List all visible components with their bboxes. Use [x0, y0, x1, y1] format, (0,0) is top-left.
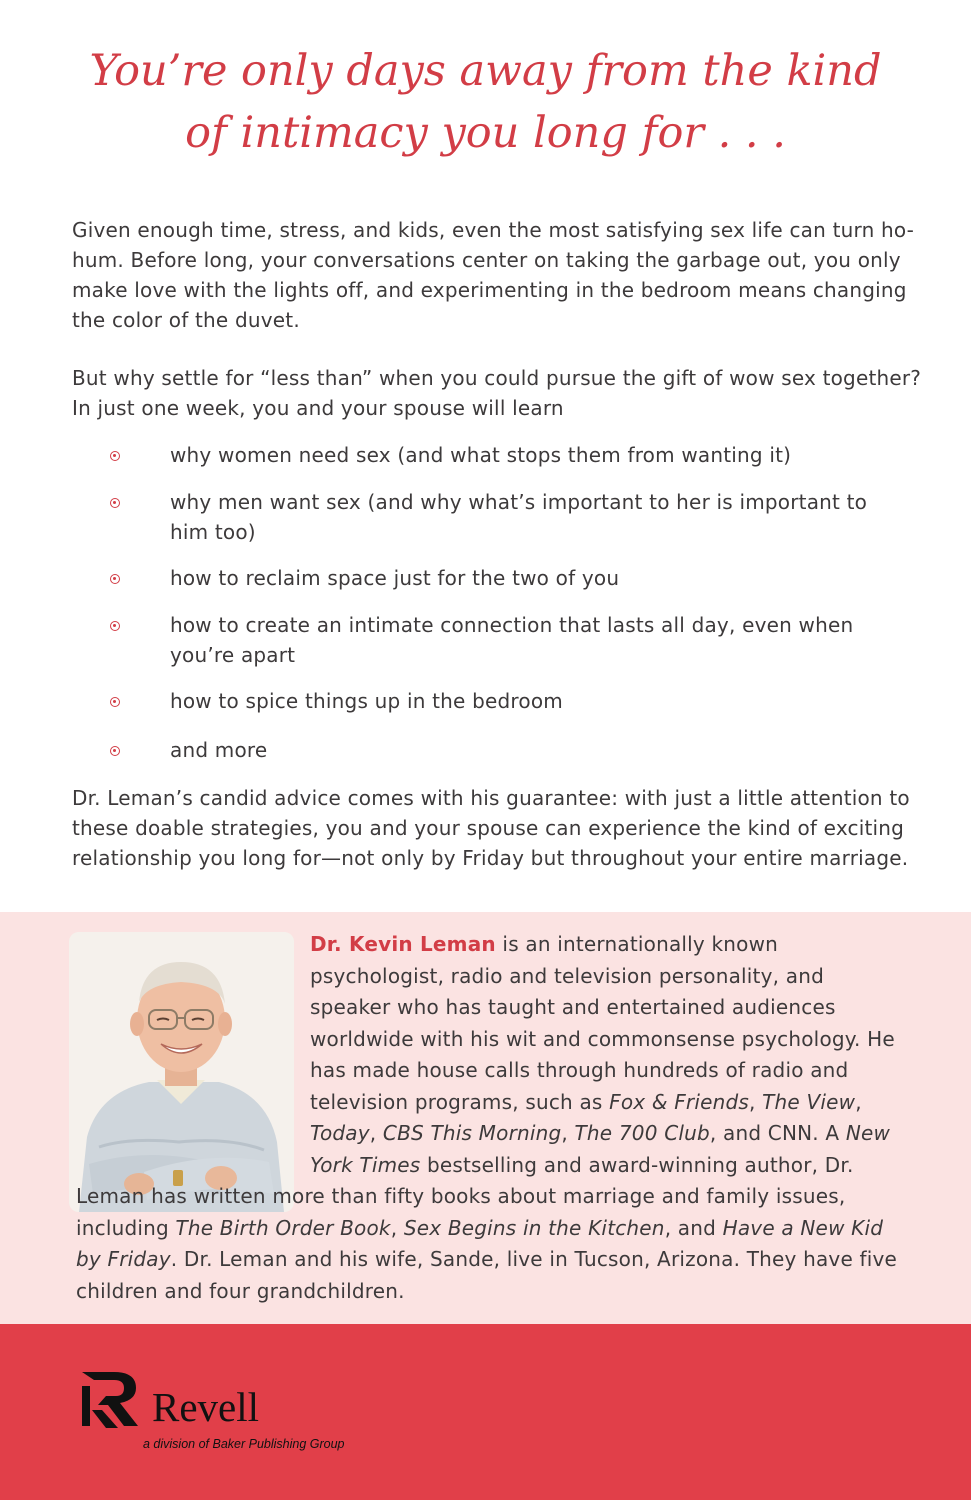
headline-line-1: You’re only days away from the kind — [89, 46, 882, 96]
bio-title: Have a New Kid by Friday — [76, 1215, 884, 1271]
list-item — [110, 735, 900, 765]
list-item — [110, 563, 900, 593]
bio-text: , and CNN. A — [709, 1121, 846, 1145]
list-item — [110, 610, 900, 670]
circle-dot-bullet-icon — [110, 746, 120, 756]
bio-title: The 700 Club — [574, 1121, 710, 1145]
bio-text: is an internationally known psychologist, radio and television personality, and speaker who has taught and entertained audiences worldwide with his wit and commonsense psychology. He has made house calls through hundreds of radio and television programs, such as — [310, 932, 895, 1114]
bio-text: , — [749, 1089, 763, 1114]
bio-text: , — [390, 1215, 404, 1240]
bio-text: , — [561, 1121, 575, 1145]
bio-title: Today — [310, 1121, 370, 1145]
circle-dot-bullet-icon — [110, 574, 120, 584]
list-item-text: how to create an intimate connection that lasts all day, even when you’re apart — [170, 613, 854, 667]
list-item — [110, 487, 900, 547]
bio-text: , — [369, 1121, 383, 1145]
publisher-subtitle: a division of Baker Publishing Group — [143, 1437, 345, 1451]
author-bio — [76, 929, 906, 1307]
closing-paragraph: Dr. Leman’s candid advice comes with his guarantee: with just a little attention to these doable strategies, you and your spouse can experience the kind of exciting relationship you long for—not only by Friday but throughout your entire marriage. — [72, 786, 910, 870]
list-item-text: how to reclaim space just for the two of you — [170, 566, 620, 590]
bio-title: The Birth Order Book — [175, 1215, 391, 1240]
bio-title: Sex Begins in the Kitchen — [403, 1215, 665, 1240]
intro-paragraph-1: Given enough time, stress, and kids, even the most satisfying sex life can turn ho-hum. Before long, your conversations center on taking the garbage out, you only make love with the lights off, and experimenting in the bedroom means changing the color of the duvet. — [72, 218, 915, 332]
bio-text: . Dr. Leman and his wife, Sande, live in Tucson, Arizona. They have five children and four grandchildren. — [76, 1247, 898, 1303]
intro-paragraph-2: But why settle for “less than” when you could pursue the gift of wow sex together? In just one week, you and your spouse will learn — [72, 366, 922, 420]
revell-logo-mark — [78, 1368, 146, 1430]
author-name: Dr. Kevin Leman — [310, 932, 496, 956]
list-item-text: why men want sex (and why what’s important to her is important to him too) — [170, 490, 868, 544]
bio-title: New York Times — [310, 1121, 891, 1177]
circle-dot-bullet-icon — [110, 697, 120, 707]
list-item-text: why women need sex (and what stops them from wanting it) — [170, 443, 792, 467]
circle-dot-bullet-icon — [110, 451, 120, 461]
list-item — [110, 440, 900, 470]
list-item — [110, 686, 900, 716]
headline-line-2: of intimacy you long for . . . — [185, 108, 786, 158]
bio-title: CBS This Morning — [382, 1121, 562, 1145]
bio-text: , — [855, 1089, 862, 1114]
circle-dot-bullet-icon — [110, 621, 120, 631]
bio-title: Fox & Friends — [609, 1089, 749, 1114]
list-item-text: how to spice things up in the bedroom — [170, 689, 563, 713]
circle-dot-bullet-icon — [110, 498, 120, 508]
bio-text: bestselling and award-winning author, Dr. Leman has written more than fifty books about marriage and family issues, including — [76, 1152, 854, 1240]
list-item-text: and more — [170, 738, 268, 762]
publisher-name: Revell — [152, 1384, 260, 1430]
bio-text: , and — [664, 1215, 723, 1240]
headline — [0, 40, 971, 164]
bio-title: The View — [762, 1089, 856, 1114]
